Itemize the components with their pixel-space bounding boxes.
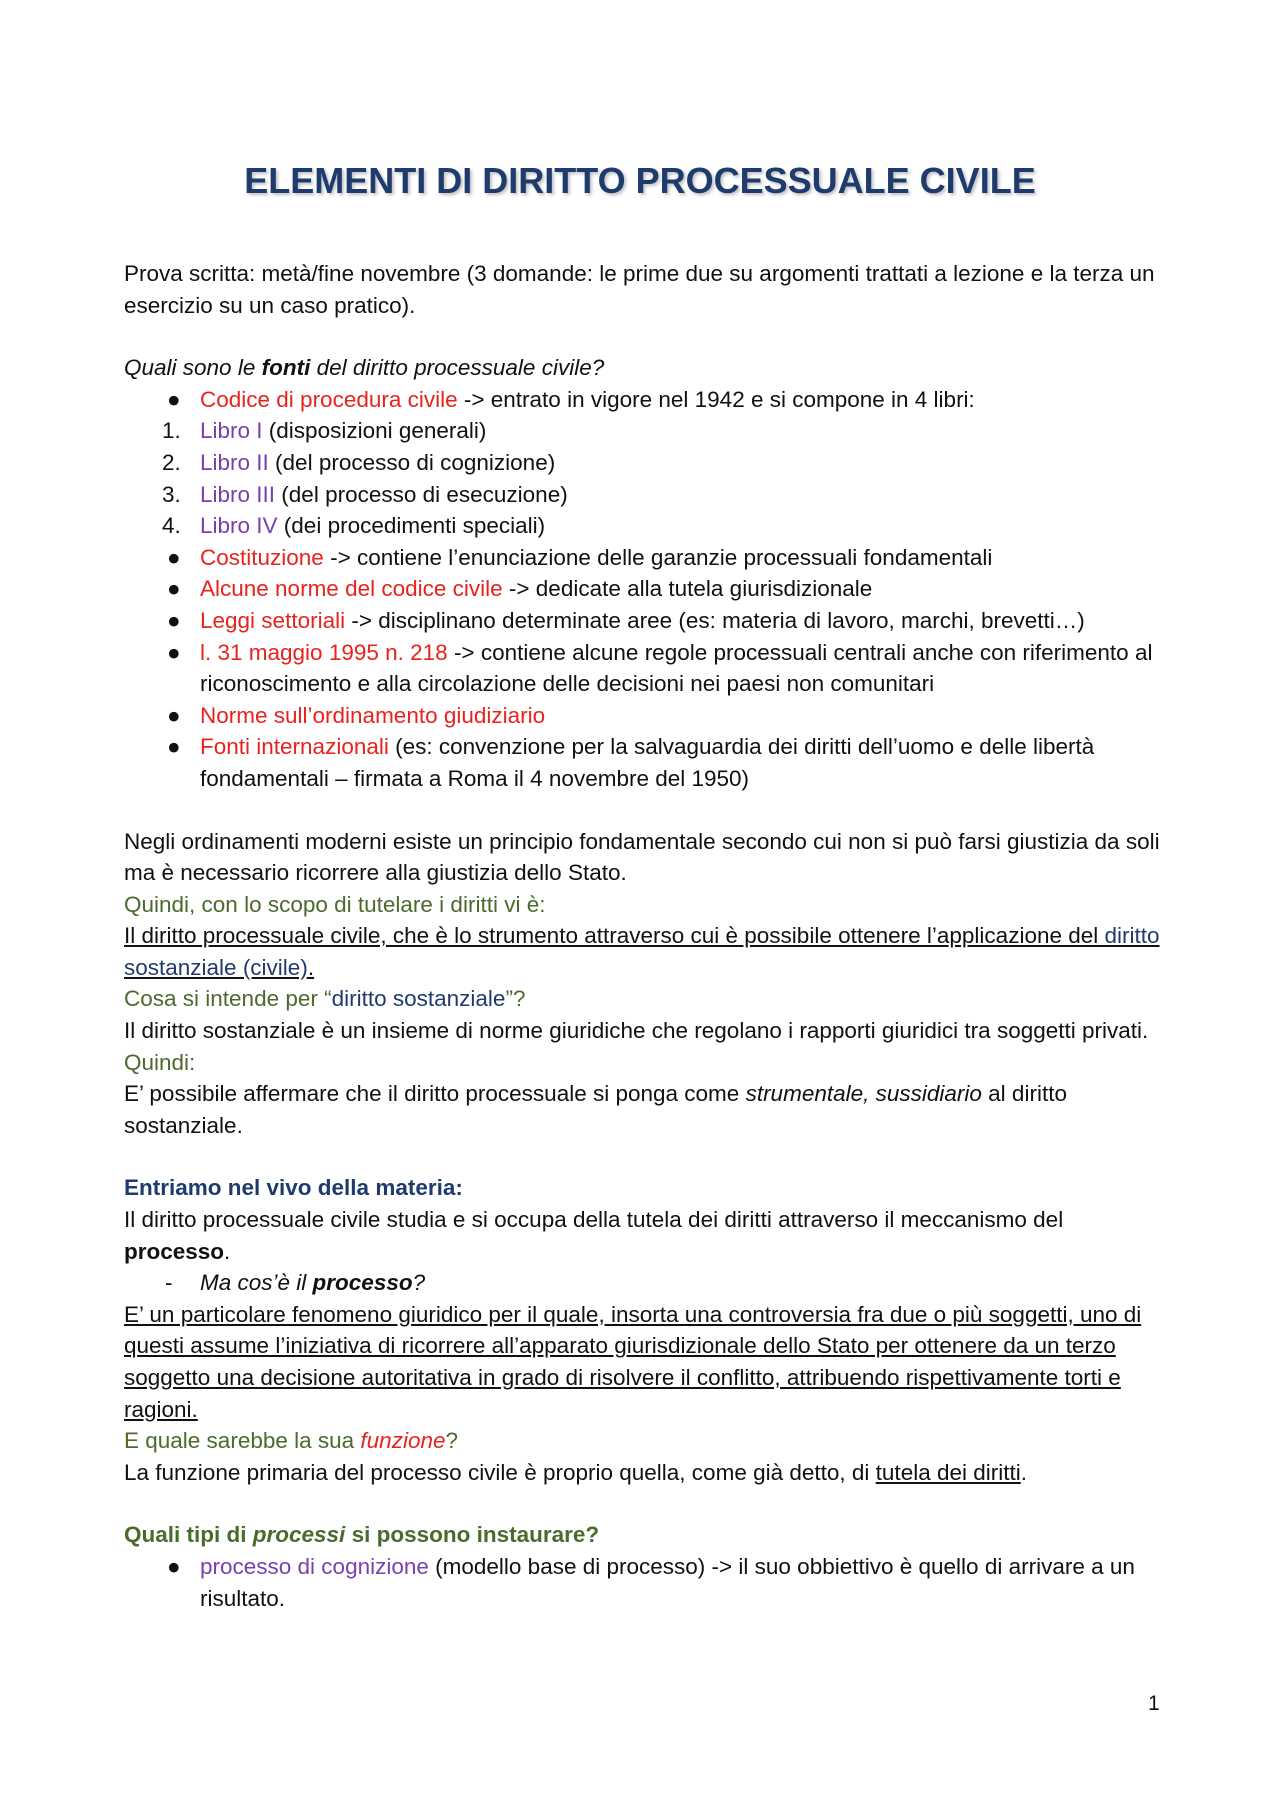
paragraph: Negli ordinamenti moderni esiste un principio fondamentale secondo cui non si può farsi giustizia da soli ma è necessario ricorrere alla giustizia dello Stato.	[124, 828, 1160, 886]
section-heading: Quali tipi di processi si possono instaurare?	[124, 1522, 600, 1548]
paragraph: Il diritto sostanziale è un insieme di norme giuridiche che regolano i rapporti giuridici tra soggetti privati.	[124, 1018, 1149, 1044]
bullet-icon: ●	[167, 639, 181, 665]
paragraph: E’ possibile affermare che il diritto processuale si ponga come strumentale, sussidiario al diritto sostanziale.	[124, 1081, 1067, 1138]
question-list	[124, 1267, 1174, 1299]
list-item: ● Alcune norme del codice civile -> dedicate alla tutela giurisdizionale	[124, 573, 1174, 605]
list-item: ● processo di cognizione (modello base di processo) -> il suo obbiettivo è quello di arrivare a un risultato.	[124, 1551, 1174, 1614]
subheading: Quindi:	[124, 1049, 196, 1075]
list-item: ● l. 31 maggio 1995 n. 218 -> contiene alcune regole processuali centrali anche con riferimento al riconoscimento e alla circolazione delle decisioni nei paesi non comunitari	[124, 637, 1174, 700]
list-item: 2. Libro II (del processo di cognizione)	[162, 449, 556, 475]
list-item: 3. Libro III (del processo di esecuzione)	[162, 481, 568, 507]
definition-paragraph: E’ un particolare fenomeno giuridico per il quale, insorta una controversia fra due o più soggetti, uno di questi assume l’iniziativa di ricorrere all’apparato giurisdizionale dello Stato per ottenere da un terzo soggetto una decisione autoritativa in grado di risolvere il conflitto, attribuendo rispettivamente torti e ragioni.	[124, 1301, 1142, 1422]
paragraph: Il diritto processuale civile studia e si occupa della tutela dei diritti attraverso il meccanismo del processo.	[124, 1207, 1064, 1264]
bullet-icon: ●	[167, 607, 181, 633]
bullet-icon: ●	[167, 1553, 181, 1579]
list-item: - Ma cos’è il processo?	[165, 1270, 426, 1296]
page-number: 1	[1148, 1692, 1160, 1715]
bullet-icon: ●	[167, 386, 181, 412]
page-title: ELEMENTI DI DIRITTO PROCESSUALE CIVILE	[244, 160, 1036, 201]
paragraph: La funzione primaria del processo civile è proprio quella, come già detto, di tutela dei diritti.	[124, 1459, 1028, 1485]
list-item: ● Costituzione -> contiene l’enunciazione delle garanzie processuali fondamentali	[124, 542, 1174, 574]
definition-paragraph: Il diritto processuale civile, che è lo strumento attraverso cui è possibile ottenere l’applicazione del diritto sostanziale (civile).	[124, 923, 1160, 980]
fonti-list	[124, 384, 1174, 795]
subheading: Quindi, con lo scopo di tutelare i diritti vi è:	[124, 891, 546, 917]
intro-paragraph: Prova scritta: metà/fine novembre (3 domande: le prime due su argomenti trattati a lezione e la terza un esercizio su un caso pratico).	[124, 261, 1155, 318]
list-item: ● Fonti internazionali (es: convenzione per la salvaguardia dei diritti dell’uomo e delle libertà fondamentali – firmata a Roma il 4 novembre del 1950)	[124, 731, 1174, 794]
bullet-icon: ●	[167, 544, 181, 570]
subheading: E quale sarebbe la sua funzione?	[124, 1428, 459, 1454]
list-item: 1. Libro I (disposizioni generali)	[162, 418, 487, 444]
bullet-icon: ●	[167, 702, 181, 728]
document-body	[124, 258, 1174, 1614]
list-item: ● Leggi settoriali -> disciplinano determinate aree (es: materia di lavoro, marchi, brevetti…)	[124, 605, 1174, 637]
list-item: ● Norme sull’ordinamento giudiziario	[124, 700, 1174, 732]
fonti-question: Quali sono le fonti del diritto processuale civile?	[124, 355, 605, 381]
section-heading: Entriamo nel vivo della materia:	[124, 1175, 463, 1201]
list-item: 4. Libro IV (dei procedimenti speciali)	[162, 513, 546, 539]
subheading: Cosa si intende per “diritto sostanziale”?	[124, 986, 526, 1012]
bullet-icon: ●	[167, 576, 181, 602]
bullet-icon: ●	[167, 734, 181, 760]
process-types-list	[124, 1551, 1174, 1614]
list-item: ● Codice di procedura civile -> entrato in vigore nel 1942 e si compone in 4 libri:	[124, 384, 1174, 416]
